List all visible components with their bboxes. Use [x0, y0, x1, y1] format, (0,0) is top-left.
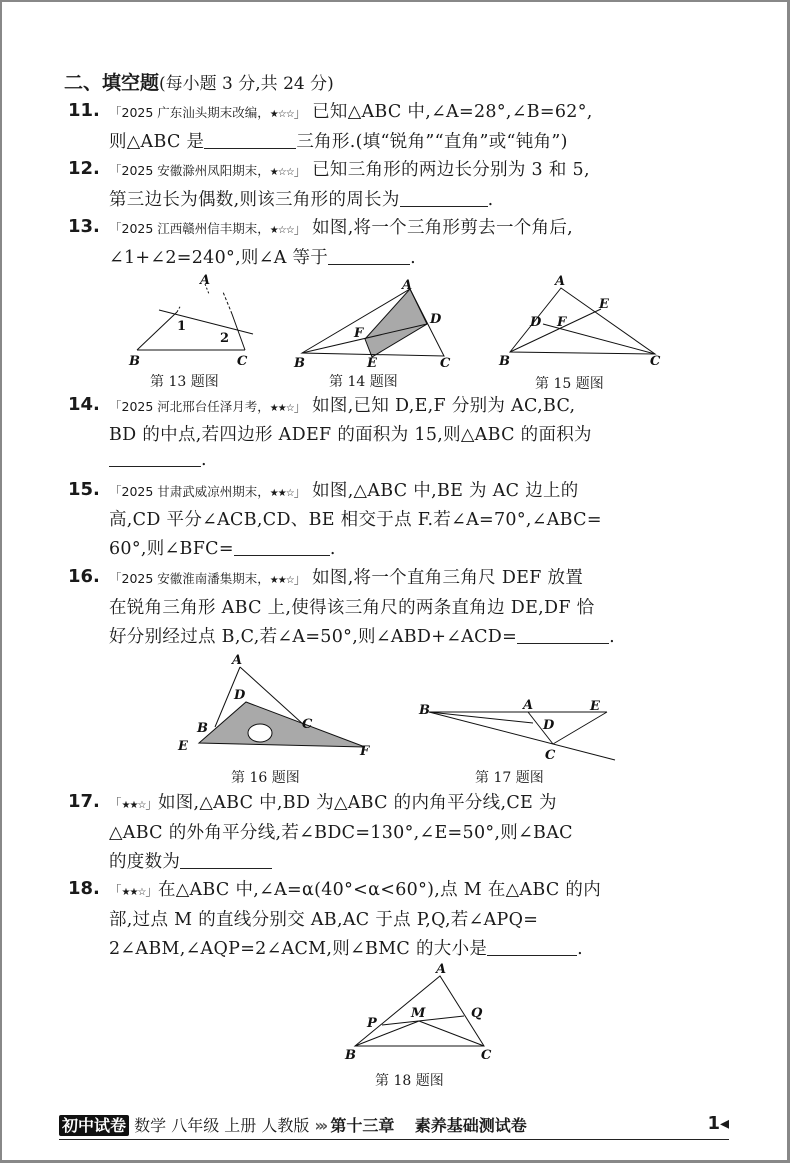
answer-blank[interactable]: [234, 554, 330, 556]
dashed-extension: [223, 292, 232, 314]
question-14-line-2: [109, 421, 592, 446]
figure-13-caption: 第 13 题图: [150, 374, 219, 390]
difficulty-stars-icon: ★★☆: [269, 575, 294, 586]
question-18-line-1: [109, 876, 601, 901]
answer-blank[interactable]: [109, 465, 201, 467]
label-f: F: [360, 744, 370, 755]
question-text: ∠1+∠2=240°,则∠A 等于: [109, 248, 329, 268]
question-18-line-3: [109, 935, 583, 960]
question-source: 「2025 安徽滁州凤阳期末，: [109, 163, 270, 178]
set-square-hole: [248, 724, 272, 742]
section-heading: 二、填空题: [64, 72, 160, 94]
label-d: D: [234, 688, 246, 703]
question-text: 部,过点 M 的直线分别交 AB,AC 于点 P,Q,若∠APQ=: [109, 910, 539, 930]
segment-bd: [429, 712, 533, 723]
question-11-line-2: [109, 128, 568, 153]
label-b: B: [419, 703, 430, 718]
label-d: D: [543, 718, 555, 733]
question-text: 如图,将一个三角形剪去一个角后,: [312, 218, 574, 238]
label-d: D: [430, 312, 442, 327]
difficulty-stars-icon: ★★☆: [121, 887, 146, 898]
label-c: C: [481, 1048, 492, 1059]
section-title: [64, 68, 334, 95]
question-text: 在△ABC 中,∠A=α(40°<α<60°),点 M 在△ABC 的内: [157, 880, 601, 900]
question-source: 「: [109, 796, 122, 811]
figure-13: [127, 272, 267, 367]
label-e: E: [367, 356, 377, 369]
question-18-line-2: [109, 906, 538, 931]
page-number: 1◂: [707, 1113, 729, 1134]
question-12-line-2: [109, 186, 494, 211]
source-close: 」: [293, 484, 307, 499]
source-close: 」: [293, 105, 307, 120]
question-text: BD 的中点,若四边形 ADEF 的面积为 15,则△ABC 的面积为: [109, 425, 592, 445]
question-16-line-1: [109, 564, 583, 589]
question-text: 则△ABC 是: [109, 132, 205, 152]
label-c: C: [545, 748, 556, 763]
label-m: M: [411, 1006, 426, 1021]
answer-blank[interactable]: [180, 867, 272, 869]
dashed-extension: [177, 305, 181, 312]
question-text: 第三边长为偶数,则该三角形的周长为: [109, 190, 400, 210]
question-number: 12.: [68, 158, 100, 179]
question-11-line-1: [109, 98, 593, 123]
label-e: E: [178, 739, 188, 754]
figure-17: [417, 695, 622, 765]
label-e: E: [599, 297, 609, 312]
label-a: A: [523, 698, 534, 713]
figure-14-caption: 第 14 题图: [329, 374, 398, 390]
answer-blank[interactable]: [204, 147, 296, 149]
question-text: 高,CD 平分∠ACB,CD、BE 相交于点 F.若∠A=70°,∠ABC=: [109, 510, 602, 530]
question-number: 16.: [68, 566, 100, 587]
label-f: F: [557, 315, 567, 330]
segment-c2: [232, 314, 245, 350]
figure-15-caption: 第 15 题图: [535, 376, 604, 392]
question-15-line-3: [109, 535, 336, 560]
label-a: A: [232, 653, 243, 668]
figure-14: [292, 277, 467, 369]
figure-15: [495, 274, 670, 369]
difficulty-stars-icon: ★★☆: [121, 800, 146, 811]
question-text: 60°,则∠BFC=: [109, 539, 234, 559]
question-text: 已知三角形的两边长分别为 3 和 5,: [312, 160, 590, 180]
book-info: 数学 八年级 上册 人教版: [134, 1116, 310, 1135]
figure-18-caption: 第 18 题图: [375, 1073, 444, 1089]
label-p: P: [367, 1016, 377, 1031]
source-close: 」: [293, 571, 307, 586]
label-a: A: [200, 273, 211, 288]
segment-ce: [553, 712, 607, 744]
difficulty-stars-icon: ★☆☆: [269, 109, 294, 120]
question-number: 17.: [68, 791, 100, 812]
question-17-line-1: [109, 789, 557, 814]
question-number: 18.: [68, 878, 100, 899]
source-close: 」: [145, 796, 158, 811]
question-16-line-2: [109, 594, 594, 619]
label-c: C: [302, 717, 313, 732]
question-text: 已知△ABC 中,∠A=28°,∠B=62°,: [312, 102, 593, 122]
label-b: B: [129, 354, 140, 367]
question-13-line-1: [109, 214, 573, 239]
label-c: C: [237, 354, 248, 367]
question-number: 13.: [68, 216, 100, 237]
label-a: A: [555, 274, 566, 289]
question-text: 的度数为: [109, 852, 181, 872]
label-f: F: [354, 326, 364, 341]
answer-blank[interactable]: [517, 642, 609, 644]
exam-page: [2, 2, 787, 1160]
test-title: 素养基础测试卷: [414, 1116, 527, 1135]
question-text: 如图,将一个直角三角尺 DEF 放置: [312, 568, 584, 588]
answer-blank[interactable]: [487, 954, 577, 956]
segment-be: [510, 309, 601, 352]
question-text: 三角形.(填“锐角”“直角”或“钝角”): [296, 132, 568, 152]
question-text: 如图,△ABC 中,BD 为△ABC 的内角平分线,CE 为: [157, 793, 557, 813]
question-text: 2∠ABM,∠AQP=2∠ACM,则∠BMC 的大小是: [109, 939, 488, 959]
label-b: B: [197, 721, 208, 736]
answer-blank[interactable]: [328, 263, 410, 265]
question-text: .: [201, 450, 207, 470]
question-text: 好分别经过点 B,C,若∠A=50°,则∠ABD+∠ACD=: [109, 627, 518, 647]
page-footer: [59, 1113, 729, 1140]
question-source: 「2025 河北邢台任泽月考，: [109, 399, 270, 414]
figure-17-caption: 第 17 题图: [475, 770, 544, 786]
question-number: 11.: [68, 100, 100, 121]
question-source: 「2025 甘肃武威凉州期末，: [109, 484, 270, 499]
question-text: .: [329, 539, 336, 559]
segment-b1: [137, 312, 177, 350]
question-source: 「2025 广东汕头期末改编，: [109, 105, 270, 120]
label-q: Q: [471, 1006, 483, 1021]
label-b: B: [345, 1048, 356, 1059]
figure-18: [339, 959, 509, 1059]
question-16-line-3: [109, 623, 615, 648]
question-number: 15.: [68, 479, 100, 500]
question-text: △ABC 的外角平分线,若∠BDC=130°,∠E=50°,则∠BAC: [109, 823, 573, 843]
source-close: 」: [293, 399, 307, 414]
question-17-line-2: [109, 819, 573, 844]
question-13-line-2: [109, 244, 416, 269]
label-c: C: [440, 356, 451, 369]
source-close: 」: [293, 221, 307, 236]
segment-mc: [419, 1021, 484, 1046]
question-source: 「: [109, 883, 122, 898]
question-15-line-2: [109, 506, 602, 531]
label-e: E: [590, 699, 600, 714]
question-12-line-1: [109, 156, 590, 181]
question-source: 「2025 安徽淮南潘集期末，: [109, 571, 270, 586]
question-14-line-3: [109, 450, 207, 470]
question-15-line-1: [109, 477, 579, 502]
brand-logo: 初中试卷: [59, 1115, 129, 1136]
answer-blank[interactable]: [400, 205, 488, 207]
question-text: 如图,△ABC 中,BE 为 AC 边上的: [312, 481, 579, 501]
label-angle-1: 1: [177, 319, 187, 334]
difficulty-stars-icon: ★★☆: [269, 403, 294, 414]
shaded-set-square-def: [199, 702, 365, 747]
shaded-quadrilateral-adef: [365, 289, 427, 357]
label-d: D: [530, 315, 542, 330]
question-17-line-3: [109, 848, 272, 873]
question-text: .: [410, 248, 416, 268]
label-b: B: [294, 356, 305, 369]
source-close: 」: [293, 163, 307, 178]
figure-16: [172, 650, 377, 755]
figure-16-caption: 第 16 题图: [231, 770, 300, 786]
question-number: 14.: [68, 394, 100, 415]
question-text: .: [487, 190, 494, 210]
difficulty-stars-icon: ★☆☆: [269, 225, 294, 236]
difficulty-stars-icon: ★★☆: [269, 488, 294, 499]
section-note: (每小题 3 分,共 24 分): [159, 74, 334, 94]
chevrons-icon: ›››: [314, 1116, 326, 1135]
chapter-label: 第十三章: [330, 1116, 395, 1135]
label-b: B: [499, 354, 510, 369]
source-close: 」: [145, 883, 158, 898]
ray-bc: [429, 712, 615, 760]
question-14-line-1: [109, 392, 575, 417]
cut-line: [159, 310, 253, 334]
question-text: 在锐角三角形 ABC 上,使得该三角尺的两条直角边 DE,DF 恰: [109, 598, 595, 618]
question-source: 「2025 江西赣州信丰期末，: [109, 221, 270, 236]
label-angle-2: 2: [220, 331, 230, 346]
question-text: .: [577, 939, 584, 959]
label-c: C: [650, 354, 661, 369]
segment-bd: [302, 324, 427, 353]
difficulty-stars-icon: ★☆☆: [269, 167, 294, 178]
question-text: 如图,已知 D,E,F 分别为 AC,BC,: [312, 396, 576, 416]
question-text: .: [609, 627, 615, 647]
label-a: A: [402, 278, 413, 293]
label-a: A: [436, 962, 447, 977]
